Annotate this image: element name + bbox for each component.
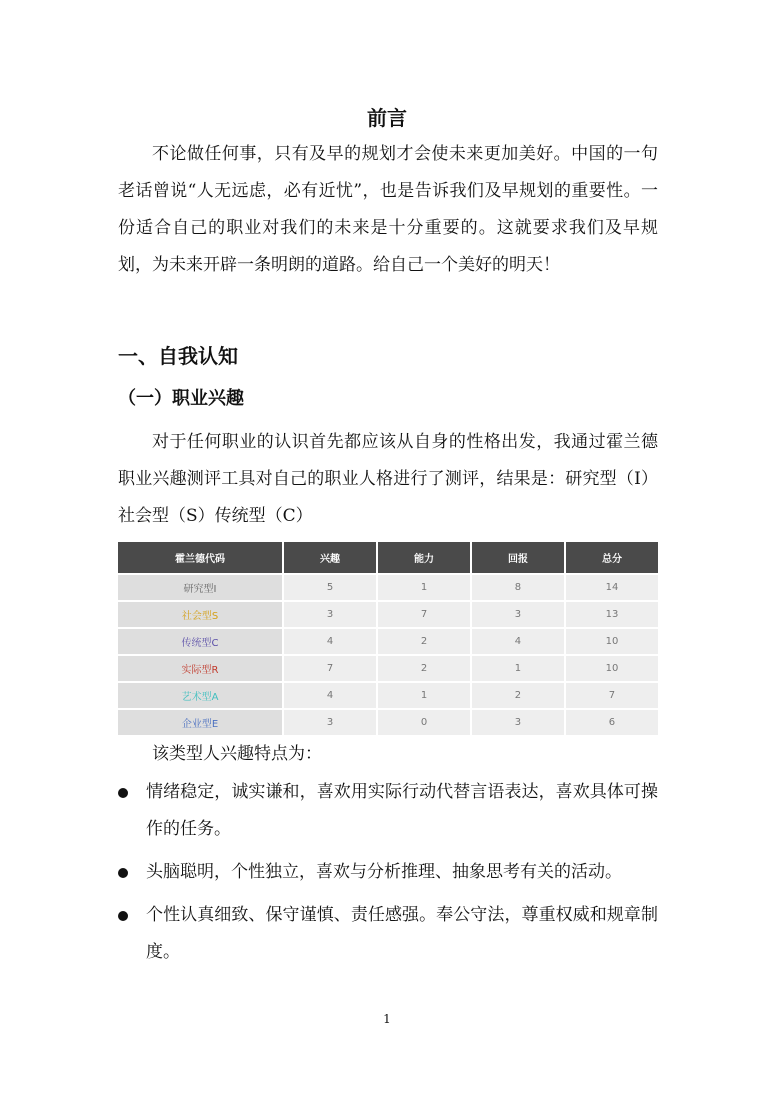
header-interest: 兴趣: [284, 542, 378, 573]
subsection-heading: （一）职业兴趣: [118, 388, 244, 409]
bullet-dot-icon: [118, 911, 128, 921]
table-cell: 1: [378, 573, 472, 600]
table-cell: 6: [566, 708, 658, 735]
table-cell: 13: [566, 600, 658, 627]
traits-lead: 该类型人兴趣特点为：: [152, 744, 322, 764]
table-cell: 10: [566, 627, 658, 654]
preface-paragraph: 不论做任何事，只有及早的规划才会使未来更加美好。中国的一句老话曾说“人无远虑，必有近忧”，也是告诉我们及早规划的重要性。一份适合自己的职业对我们的未来是十分重要的。这就要求我们及早规划，为未来开辟一条明朗的道路。给自己一个美好的明天！: [118, 144, 658, 275]
table-cell: 14: [566, 573, 658, 600]
table-row: [118, 681, 658, 708]
table-cell: 2: [378, 654, 472, 681]
table-row: [118, 654, 658, 681]
list-item-text: 个性认真细致、保守谨慎、责任感强。奉公守法，尊重权威和规章制度。: [146, 905, 658, 962]
list-item: [118, 774, 658, 848]
table-cell: 4: [284, 681, 378, 708]
row-type-cell: 艺术型A: [118, 681, 284, 708]
table-row: [118, 600, 658, 627]
header-code: 霍兰德代码: [118, 542, 284, 573]
list-item: [118, 854, 658, 891]
table-cell: 7: [378, 600, 472, 627]
row-type-cell: 实际型R: [118, 654, 284, 681]
table-cell: 7: [284, 654, 378, 681]
table-cell: 10: [566, 654, 658, 681]
bullet-dot-icon: [118, 788, 128, 798]
table-cell: 3: [284, 600, 378, 627]
list-item: [118, 897, 658, 971]
table-row: [118, 627, 658, 654]
table-cell: 1: [378, 681, 472, 708]
holland-table: [118, 542, 658, 735]
table-cell: 3: [472, 600, 566, 627]
list-item-text: 情绪稳定，诚实谦和，喜欢用实际行动代替言语表达，喜欢具体可操作的任务。: [146, 782, 658, 839]
table-cell: 1: [472, 654, 566, 681]
page-number: 1: [383, 1012, 391, 1026]
table-cell: 8: [472, 573, 566, 600]
table-cell: 4: [284, 627, 378, 654]
table-row: [118, 573, 658, 600]
header-reward: 回报: [472, 542, 566, 573]
row-type-cell: 研究型I: [118, 573, 284, 600]
table-cell: 2: [472, 681, 566, 708]
row-type-cell: 企业型E: [118, 708, 284, 735]
page-title: 前言: [367, 106, 407, 130]
table-cell: 3: [284, 708, 378, 735]
table-cell: 4: [472, 627, 566, 654]
table-cell: 7: [566, 681, 658, 708]
list-item-text: 头脑聪明，个性独立，喜欢与分析推理、抽象思考有关的活动。: [146, 862, 622, 882]
header-ability: 能力: [378, 542, 472, 573]
row-type-cell: 社会型S: [118, 600, 284, 627]
table-cell: 3: [472, 708, 566, 735]
row-type-cell: 传统型C: [118, 627, 284, 654]
bullet-dot-icon: [118, 868, 128, 878]
header-total: 总分: [566, 542, 658, 573]
table-cell: 2: [378, 627, 472, 654]
section-heading: 一、自我认知: [118, 344, 238, 368]
table-cell: 5: [284, 573, 378, 600]
table-header-row: [118, 542, 658, 573]
table-row: [118, 708, 658, 735]
interest-paragraph: 对于任何职业的认识首先都应该从自身的性格出发，我通过霍兰德职业兴趣测评工具对自己的职业人格进行了测评，结果是：研究型（I）社会型（S）传统型（C）: [118, 432, 658, 526]
traits-list: [118, 774, 658, 977]
table-cell: 0: [378, 708, 472, 735]
